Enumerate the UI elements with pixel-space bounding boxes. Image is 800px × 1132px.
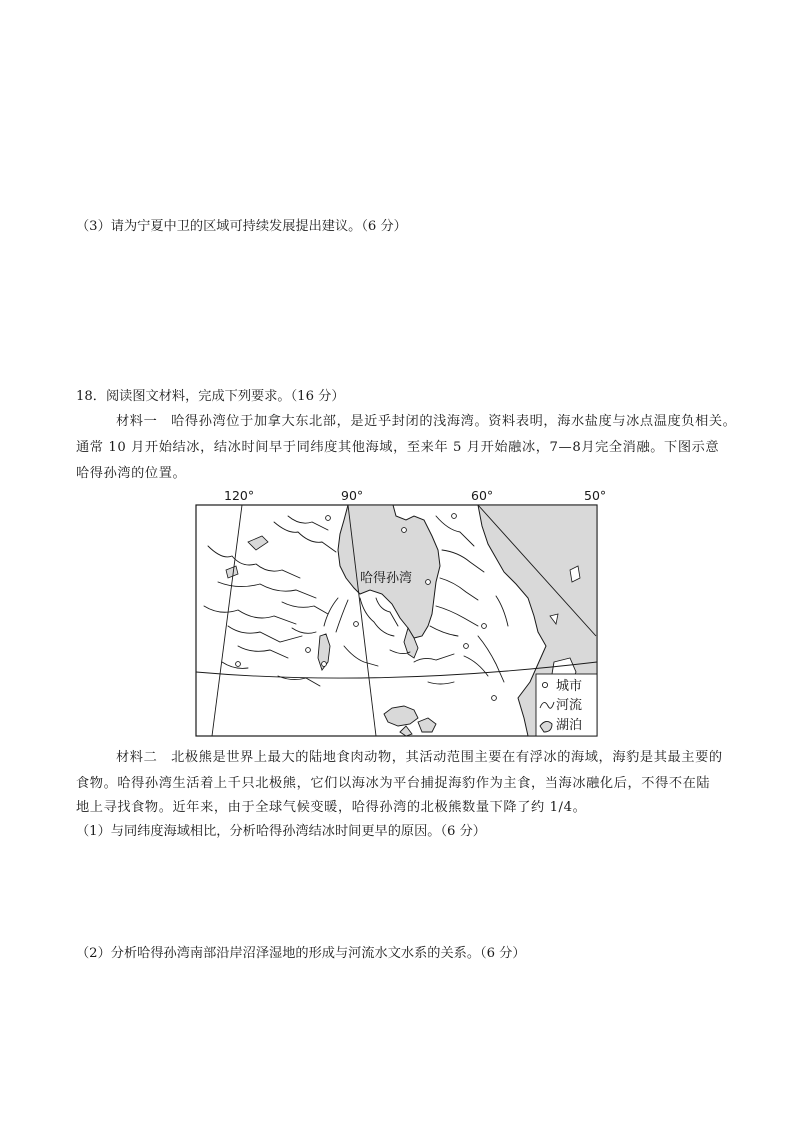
longitude-label-90: 90° — [341, 488, 364, 503]
material2-line-3: 地上寻找食物。近年来，由于全球气候变暖，哈得孙湾的北极熊数量下降了约 1/4。 — [76, 800, 587, 815]
legend-city-icon — [542, 682, 547, 687]
q18-part2-prompt: （2）分析哈得孙湾南部沿岸沼泽湿地的形成与河流水文水系的关系。（6 分） — [76, 946, 526, 961]
legend-lake-label: 湖泊 — [556, 718, 583, 733]
legend-city-label: 城市 — [556, 679, 583, 694]
material2-line-1: 材料二 北极熊是世界上最大的陆地食肉动物，其活动范围主要在有浮冰的海域，海豹是其最主要的 — [116, 750, 723, 765]
hudson-bay-label: 哈得孙湾 — [360, 571, 413, 586]
map-legend — [536, 674, 597, 736]
hudson-bay-map — [178, 486, 618, 740]
q17-part3-prompt: （3）请为宁夏中卫的区域可持续发展提出建议。（6 分） — [76, 219, 407, 234]
longitude-label-120: 120° — [224, 488, 255, 503]
legend-river-label: 河流 — [556, 698, 583, 713]
longitude-label-50: 50° — [584, 488, 607, 503]
material1-line-2: 通常 10 月开始结冰，结冰时间早于同纬度其他海域，至来年 5 月开始融冰，7—8月完全消融。下图示意 — [76, 440, 720, 455]
material2-line-2: 食物。哈得孙湾生活着上千只北极熊，它们以海冰为平台捕捉海豹作为主食，当海冰融化后，不得不在陆 — [76, 776, 711, 791]
q18-part1-prompt: （1）与同纬度海域相比，分析哈得孙湾结冰时间更早的原因。（6 分） — [76, 824, 486, 839]
q18-heading: 18．阅读图文材料，完成下列要求。（16 分） — [76, 389, 345, 404]
longitude-label-60: 60° — [471, 488, 494, 503]
material1-line-3: 哈得孙湾的位置。 — [76, 466, 187, 481]
material1-line-1: 材料一 哈得孙湾位于加拿大东北部，是近乎封闭的浅海湾。资料表明，海水盐度与冰点温度负相关。 — [116, 414, 737, 429]
